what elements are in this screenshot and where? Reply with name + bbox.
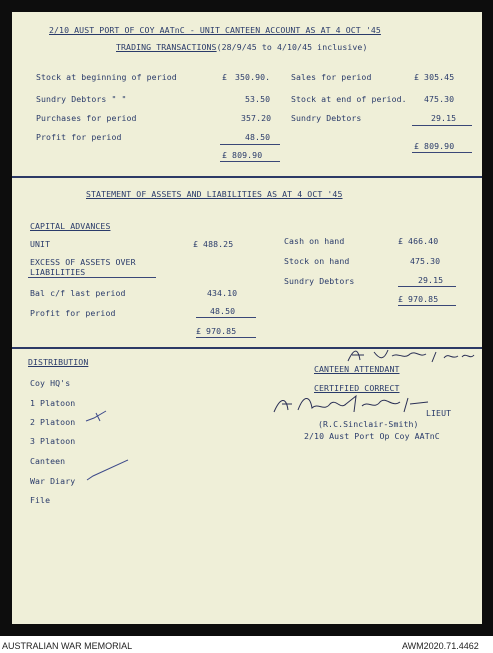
trading-left-label: Sundry Debtors " " — [36, 94, 127, 104]
bal-value: 434.10 — [207, 288, 238, 298]
section-divider — [12, 176, 482, 178]
bal-label: Bal c/f last period — [30, 288, 126, 298]
trading-left-value: 53.50 — [245, 94, 271, 104]
trading-left-value: 350.90. — [235, 72, 271, 82]
statement-right-value: £ 466.40 — [398, 236, 439, 246]
trading-right-label: Stock at end of period. — [291, 94, 407, 104]
total-rule — [412, 152, 472, 153]
tick-mark-icon — [84, 458, 130, 484]
trading-left-label: Purchases for period — [36, 113, 137, 123]
tick-mark-icon — [84, 409, 114, 427]
trading-right-value: 29.15 — [431, 113, 457, 123]
distribution-item: File — [30, 495, 51, 505]
statement-right-label: Stock on hand — [284, 256, 350, 266]
unit-value: £ 488.25 — [193, 239, 234, 249]
statement-right-value: 475.30 — [410, 256, 441, 266]
statement-title: STATEMENT OF ASSETS AND LIABILITIES AS AT 4 OCT '45 — [86, 189, 343, 199]
distribution-item: War Diary — [30, 476, 76, 486]
trading-right-total: £ 809.90 — [414, 141, 455, 151]
officer-name: (R.C.Sinclair-Smith) — [318, 419, 419, 429]
document-title: 2/10 AUST PORT OF COY AATnC - UNIT CANTEEN ACCOUNT AS AT 4 OCT '45 — [49, 25, 381, 35]
canteen-attendant-label: CANTEEN ATTENDANT — [314, 364, 400, 374]
distribution-item: Canteen — [30, 456, 66, 466]
statement-right-value: 29.15 — [418, 275, 444, 285]
profit-label: Profit for period — [30, 308, 116, 318]
total-rule — [220, 161, 280, 162]
distribution-item: Coy HQ's — [30, 378, 71, 388]
signature-canteen-attendant — [344, 346, 479, 366]
trading-subtitle — [116, 42, 367, 52]
trading-right-value: 475.30 — [424, 94, 455, 104]
officer-unit: 2/10 Aust Port Op Coy AATnC — [304, 431, 440, 441]
signature-officer — [270, 392, 435, 418]
total-rule — [220, 144, 280, 145]
statement-right-total: £ 970.85 — [398, 294, 439, 304]
trading-left-label: Profit for period — [36, 132, 122, 142]
underline-rule — [28, 277, 156, 278]
footer-institution: AUSTRALIAN WAR MEMORIAL — [2, 641, 133, 651]
trading-left-label: Stock at beginning of period — [36, 72, 177, 82]
excess-label-2: LIABILITIES — [30, 267, 86, 277]
trading-left-value: 48.50 — [245, 132, 271, 142]
excess-label: EXCESS OF ASSETS OVER — [30, 257, 136, 267]
trading-left-total: £ 809.90 — [222, 150, 263, 160]
total-rule — [398, 305, 456, 306]
profit-value: 48.50 — [210, 306, 236, 316]
rank-label: LIEUT — [426, 408, 452, 418]
capital-advances-heading: CAPITAL ADVANCES — [30, 221, 111, 231]
trading-right-label: Sales for period — [291, 72, 372, 82]
trading-left-value: 357.20 — [241, 113, 272, 123]
trading-right-value: £ 305.45 — [414, 72, 455, 82]
unit-label: UNIT — [30, 239, 51, 249]
statement-right-label: Cash on hand — [284, 236, 345, 246]
trading-label: TRADING TRANSACTIONS — [116, 42, 217, 52]
total-rule — [412, 125, 472, 126]
distribution-item: 3 Platoon — [30, 436, 76, 446]
total-rule — [196, 317, 256, 318]
statement-left-total: £ 970.85 — [196, 326, 237, 336]
distribution-item: 2 Platoon — [30, 417, 76, 427]
footer-accession: AWM2020.71.4462 — [402, 641, 479, 651]
statement-right-label: Sundry Debtors — [284, 276, 355, 286]
trading-right-label: Sundry Debtors — [291, 113, 362, 123]
trading-range: (28/9/45 to 4/10/45 inclusive) — [216, 42, 368, 52]
distribution-title: DISTRIBUTION — [28, 357, 89, 367]
trading-left-currency: £ — [222, 72, 228, 82]
distribution-item: 1 Platoon — [30, 398, 76, 408]
total-rule — [196, 337, 256, 338]
total-rule — [398, 286, 456, 287]
certified-correct-label: CERTIFIED CORRECT — [314, 383, 400, 393]
